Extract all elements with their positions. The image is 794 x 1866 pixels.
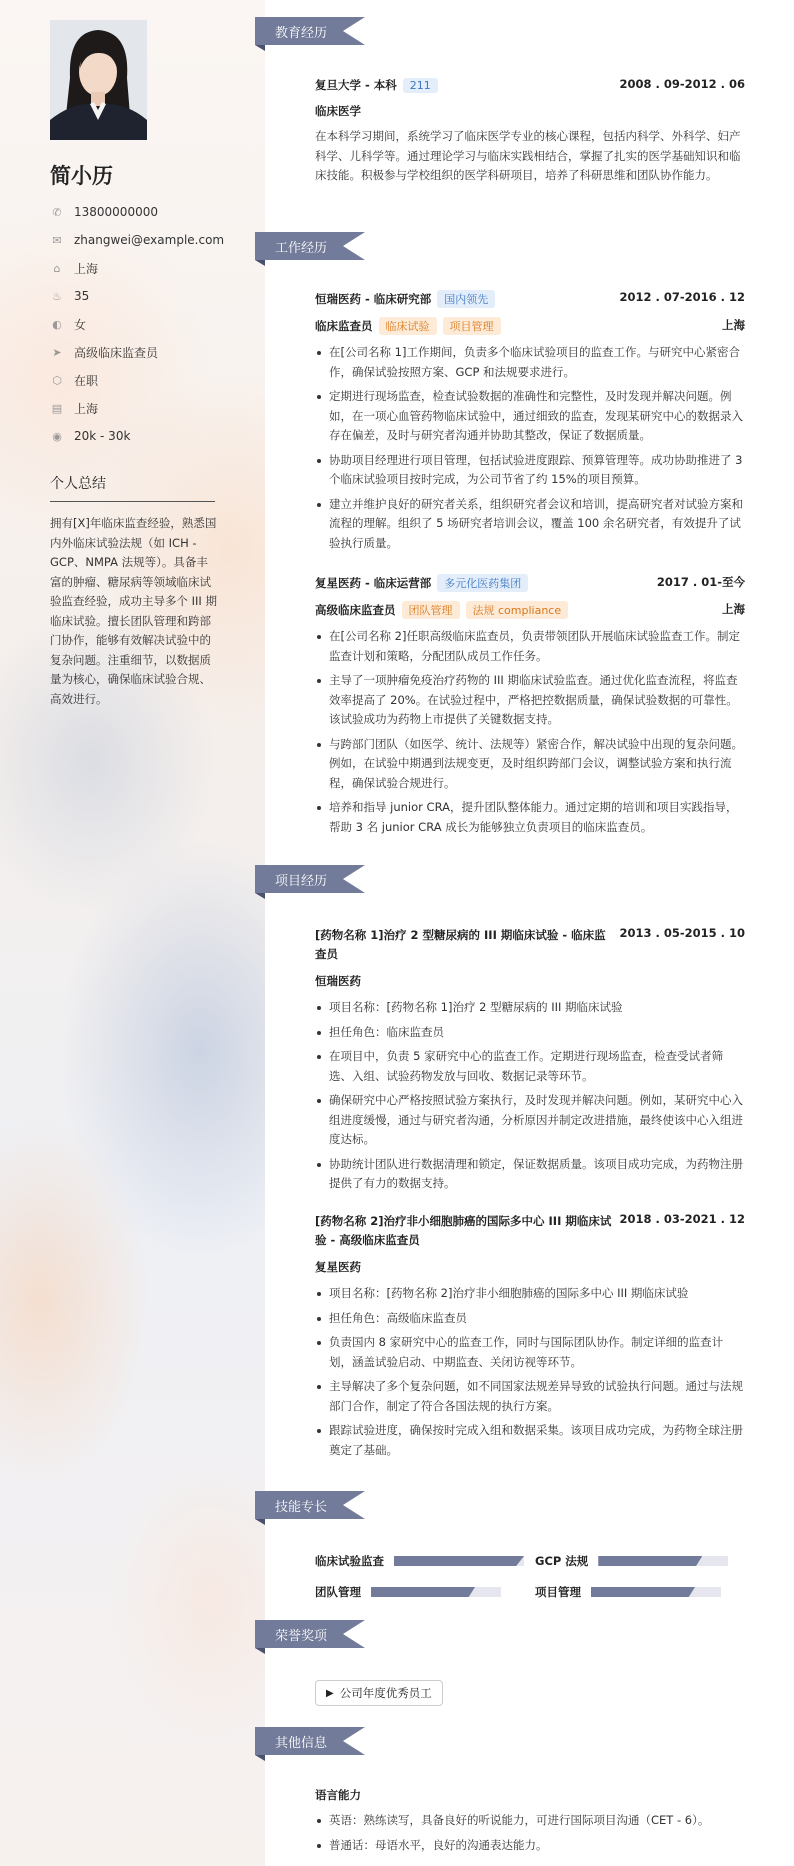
bullet-item: 与跨部门团队（如医学、统计、法规等）紧密合作，解决试验中出现的复杂问题。例如，在试验中期遇到法规变更，及时组织跨部门会议，调整试验方案和执行流程，确保试验合规进行。	[329, 735, 745, 794]
company-name: 恒瑞医药 - 临床研究部	[315, 292, 432, 306]
section-title: 教育经历	[275, 26, 328, 41]
role-title: 临床监查员	[315, 319, 373, 333]
work-date: 2012 . 07-2016 . 12	[619, 290, 745, 304]
project-header	[315, 926, 745, 964]
project-org: 复星医药	[315, 1260, 361, 1274]
education-date: 2008 . 09-2012 . 06	[619, 77, 745, 91]
info-row	[50, 254, 224, 282]
company-tag: 国内领先	[437, 290, 495, 308]
bullet-item: 定期进行现场监查，检查试验数据的准确性和完整性，及时发现并解决问题。例如，在一项心血管药物临床试验中，通过细致的监查，发现某研究中心的数据录入存在偏差，及时与研究者沟通并协助其整改，保证了数据质量。	[329, 387, 745, 446]
bullet-item: 跟踪试验进度，确保按时完成入组和数据采集。该项目成功完成，为药物全球注册奠定了基础。	[329, 1421, 745, 1460]
skill-bar-fill	[371, 1587, 475, 1597]
play-icon: ▶	[326, 1687, 334, 1699]
info-text: 女	[74, 317, 87, 332]
award-badge	[315, 1680, 443, 1706]
bullet-item: 项目名称：[药物名称 1]治疗 2 型糖尿病的 III 期临床试验	[329, 998, 745, 1018]
work-header	[315, 574, 745, 592]
skill-item	[315, 1584, 501, 1600]
work-bullets	[315, 343, 745, 553]
skill-name: 团队管理	[315, 1585, 361, 1599]
work-city: 上海	[722, 318, 745, 332]
work-city: 上海	[722, 602, 745, 616]
info-row	[50, 226, 224, 254]
skill-bar	[394, 1556, 524, 1566]
info-text: 35	[74, 289, 90, 303]
skill-tag: 团队管理	[402, 601, 460, 619]
bullet-item: 担任角色：高级临床监查员	[329, 1309, 745, 1329]
skill-bar	[591, 1587, 721, 1597]
info-row	[50, 366, 224, 394]
send-icon: ➤	[52, 345, 62, 359]
summary-text: 拥有[X]年临床监查经验，熟悉国内外临床试验法规（如 ICH - GCP、NMPA 法规等）。具备丰富的肿瘤、糖尿病等领域临床试验监查经验，成功主导多个 III 期临床试验。擅长团队管理和跨部门协作，能够有效解决试验中的复杂问题。注重细节，以数据质量为核心，确保临床试验合规、高效进行。	[50, 516, 217, 706]
language-item: 普通话：母语水平，良好的沟通表达能力。	[329, 1836, 745, 1856]
building-icon: ▤	[51, 401, 63, 415]
info-row	[50, 338, 224, 366]
phone-icon: ✆	[52, 205, 62, 219]
skill-bar-fill	[591, 1587, 695, 1597]
school-name: 复旦大学 - 本科	[315, 78, 397, 92]
section-title: 工作经历	[275, 241, 328, 256]
work-title-group	[315, 574, 528, 592]
work-title-group	[315, 290, 495, 308]
bullet-item: 在[公司名称 1]工作期间，负责多个临床试验项目的监查工作。与研究中心紧密合作，确保试验按照方案、GCP 和法规要求进行。	[329, 343, 745, 382]
info-text: 上海	[74, 261, 99, 276]
section-education-header	[255, 17, 365, 45]
work-entry	[315, 574, 745, 842]
section-other-header	[255, 1727, 365, 1755]
section-skills-header	[255, 1491, 365, 1519]
other-info	[315, 1787, 745, 1860]
bullet-item: 培养和指导 junior CRA，提升团队整体能力。通过定期的培训和项目实践指导，帮助 3 名 junior CRA 成长为能够独立负责项目的临床监查员。	[329, 798, 745, 837]
bullet-item: 负责国内 8 家研究中心的监查工作，同时与国际团队协作。制定详细的监查计划，涵盖试验启动、中期监查、关闭访视等环节。	[329, 1333, 745, 1372]
bullet-item: 协助项目经理进行项目管理，包括试验进度跟踪、预算管理等。成功协助推进了 3 个临床试验项目按时完成，为公司节省了约 15%的项目预算。	[329, 451, 745, 490]
info-row	[50, 198, 224, 226]
info-text: 上海	[74, 401, 99, 416]
cake-icon: ♨	[52, 289, 62, 303]
bullet-item: 主导了一项肿瘤免疫治疗药物的 III 期临床试验监查。通过优化监查流程，将监查效率提高了 20%。在试验过程中，严格把控数据质量，确保试验数据的可靠性。该试验成功为药物上市提供了关键数据支持。	[329, 671, 745, 730]
skill-item	[535, 1584, 721, 1600]
bullet-item: 在项目中，负责 5 家研究中心的监查工作。定期进行现场监查，检查受试者筛选、入组、试验药物发放与回收、数据记录等环节。	[329, 1047, 745, 1086]
bullet-item: 担任角色：临床监查员	[329, 1023, 745, 1043]
company-name: 复星医药 - 临床运营部	[315, 576, 432, 590]
candidate-name: 简小历	[50, 164, 113, 188]
salary-icon: ◉	[52, 429, 62, 443]
skill-bar-fill	[598, 1556, 702, 1566]
award-text: 公司年度优秀员工	[339, 1686, 432, 1700]
info-text: 高级临床监查员	[74, 345, 159, 360]
work-bullets	[315, 627, 745, 837]
bullet-item: 在[公司名称 2]任职高级临床监查员，负责带领团队开展临床试验监查工作。制定监查计划和策略，分配团队成员工作任务。	[329, 627, 745, 666]
project-entry	[315, 1212, 745, 1465]
project-bullets	[315, 1284, 745, 1460]
skill-bar-fill	[394, 1556, 524, 1566]
contact-info-list	[50, 198, 224, 450]
gender-icon: ◐	[52, 317, 62, 331]
section-title: 荣誉奖项	[275, 1629, 328, 1644]
skill-name: GCP 法规	[535, 1554, 589, 1568]
section-project-header	[255, 865, 365, 893]
summary-title: 个人总结	[50, 473, 215, 502]
info-row	[50, 394, 224, 422]
skill-item	[315, 1553, 524, 1569]
skill-item	[535, 1553, 728, 1569]
section-title: 项目经历	[275, 874, 328, 889]
project-title: [药物名称 1]治疗 2 型糖尿病的 III 期临床试验 - 临床监查员	[315, 928, 606, 961]
major: 临床医学	[315, 104, 361, 118]
work-header	[315, 290, 745, 308]
status-icon: ⬡	[52, 373, 62, 387]
skill-name: 项目管理	[535, 1585, 581, 1599]
project-org: 恒瑞医药	[315, 974, 361, 988]
role-group	[315, 317, 501, 335]
section-awards-header	[255, 1620, 365, 1648]
education-desc: 在本科学习期间，系统学习了临床医学专业的核心课程，包括内科学、外科学、妇产科学、儿科学等。通过理论学习与临床实践相结合，掌握了扎实的医学基础知识和临床技能。积极参与学校组织的医学科研项目，培养了科研思维和团队协作能力。	[315, 129, 741, 182]
company-tag: 多元化医药集团	[437, 574, 528, 592]
skill-tag: 临床试验	[379, 317, 437, 335]
role-title: 高级临床监查员	[315, 603, 396, 617]
project-entry	[315, 926, 745, 1199]
skill-tag: 项目管理	[443, 317, 501, 335]
skill-name: 临床试验监查	[315, 1554, 384, 1568]
role-row	[315, 601, 745, 619]
sidebar	[0, 0, 265, 1866]
mail-icon: ✉	[52, 233, 62, 247]
project-date: 2018 . 03-2021 . 12	[619, 1212, 745, 1226]
skill-bar	[371, 1587, 501, 1597]
section-title: 其他信息	[275, 1736, 328, 1751]
info-row	[50, 422, 224, 450]
skill-tag: 法规 compliance	[466, 601, 569, 619]
info-text: 20k - 30k	[74, 429, 131, 443]
info-row	[50, 282, 224, 310]
project-date: 2013 . 05-2015 . 10	[619, 926, 745, 940]
home-icon: ⌂	[53, 261, 61, 275]
education-entry	[315, 77, 745, 186]
info-text: 在职	[74, 373, 99, 388]
bullet-item: 建立并维护良好的研究者关系，组织研究者会议和培训，提高研究者对试验方案和流程的理解。组织了 5 场研究者培训会议，覆盖 100 余名研究者，有效提升了试验执行质量。	[329, 495, 745, 554]
info-text: zhangwei@example.com	[74, 233, 225, 247]
role-group	[315, 601, 568, 619]
work-entry	[315, 290, 745, 558]
bullet-item: 确保研究中心严格按照试验方案执行，及时发现并解决问题。例如，某研究中心入组进度缓慢，通过与研究者沟通，分析原因并制定改进措施，最终使该中心入组进度达标。	[329, 1091, 745, 1150]
skill-bar	[598, 1556, 728, 1566]
project-header	[315, 1212, 745, 1250]
info-row	[50, 310, 224, 338]
language-title: 语言能力	[315, 1788, 361, 1802]
work-date: 2017 . 01-至今	[656, 575, 745, 589]
bullet-item: 项目名称：[药物名称 2]治疗非小细胞肺癌的国际多中心 III 期临床试验	[329, 1284, 745, 1304]
school-tag: 211	[403, 78, 438, 93]
language-item: 英语：熟练读写，具备良好的听说能力，可进行国际项目沟通（CET - 6）。	[329, 1811, 745, 1831]
project-bullets	[315, 998, 745, 1194]
avatar-photo	[50, 20, 147, 140]
section-work-header	[255, 232, 365, 260]
section-title: 技能专长	[275, 1500, 328, 1515]
info-text: 13800000000	[74, 205, 158, 219]
bullet-item: 主导解决了多个复杂问题，如不同国家法规差异导致的试验执行问题。通过与法规部门合作，制定了符合各国法规的执行方案。	[329, 1377, 745, 1416]
role-row	[315, 317, 745, 335]
project-title: [药物名称 2]治疗非小细胞肺癌的国际多中心 III 期临床试验 - 高级临床监查员	[315, 1214, 612, 1247]
bullet-item: 协助统计团队进行数据清理和锁定，保证数据质量。该项目成功完成，为药物注册提供了有力的数据支持。	[329, 1155, 745, 1194]
